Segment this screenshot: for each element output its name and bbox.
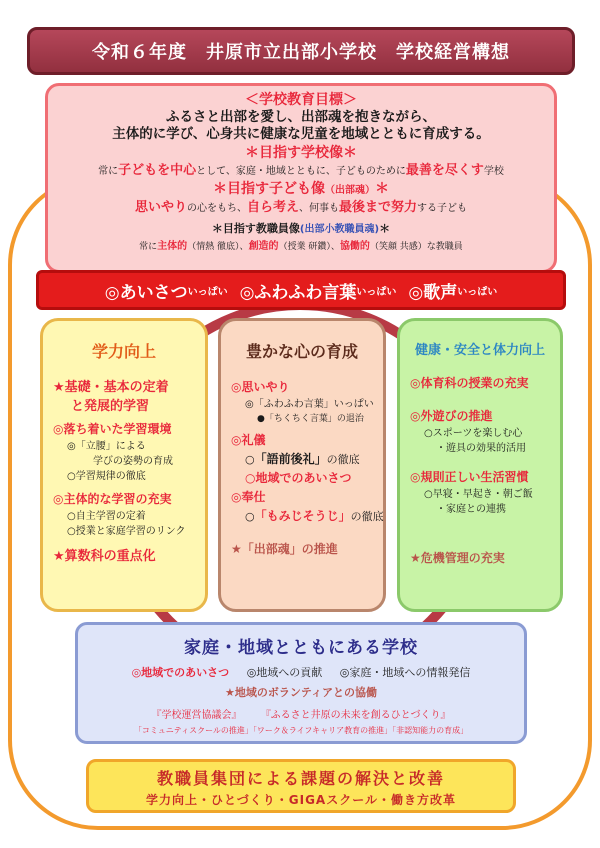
list-item: ○学習規律の徹底 bbox=[67, 471, 146, 482]
school-image-part: として、家庭・地域とともに、子どものために bbox=[196, 166, 406, 177]
community-items bbox=[78, 664, 524, 680]
list-item: ○授業と家庭学習のリンク bbox=[67, 526, 186, 537]
banner-item-suffix: いっぱい bbox=[457, 286, 498, 298]
school-image-part: 学校 bbox=[483, 166, 504, 177]
school-image-part: 常に bbox=[98, 166, 119, 177]
child-image-part: 、何事も bbox=[299, 203, 339, 214]
staff-image-heading bbox=[48, 218, 554, 238]
list-item: ◎「立腰」による bbox=[67, 441, 146, 452]
list-item: ★「出部魂」の推進 bbox=[231, 542, 338, 556]
staff-image-highlight: 創造的 bbox=[248, 241, 279, 252]
list-item: ○地域でのあいさつ bbox=[245, 471, 352, 485]
list-item-suffix: の徹底 bbox=[326, 453, 360, 466]
bullet: ○ bbox=[245, 453, 255, 466]
school-image-heading: ＊目指す学校像＊ bbox=[245, 145, 357, 161]
child-heading-sub: （出部魂） bbox=[325, 185, 375, 196]
staff-image-highlight: 主体的 bbox=[157, 241, 188, 252]
goals-line-1: ふるさと出部を愛し、出部魂を抱きながら、 bbox=[166, 109, 436, 125]
list-item: ★危機管理の充実 bbox=[410, 551, 505, 565]
community-box bbox=[75, 622, 527, 744]
academic-column bbox=[40, 318, 208, 612]
list-item: ◎奉仕 bbox=[231, 490, 266, 504]
goals-heading: ＜学校教育目標＞ bbox=[245, 92, 357, 108]
banner-item-suffix: いっぱい bbox=[187, 286, 228, 298]
health-column bbox=[397, 318, 563, 612]
school-goals-box bbox=[45, 83, 557, 273]
child-image-part: する子ども bbox=[417, 203, 468, 214]
child-image bbox=[48, 199, 554, 218]
heart-column bbox=[218, 318, 386, 612]
child-image-highlight: 自ら考え bbox=[246, 200, 299, 215]
academic-title: 学力向上 bbox=[91, 342, 156, 361]
list-item: ★基礎・基本の定着 bbox=[53, 380, 169, 395]
community-item: ◎地域でのあいさつ bbox=[131, 666, 230, 679]
community-quote: 『学校運営協議会』 bbox=[151, 710, 242, 721]
page-title: 令和６年度 井原市立出部小学校 学校経営構想 bbox=[27, 27, 575, 75]
community-quotes bbox=[78, 706, 524, 721]
child-image-part: の心をもち、 bbox=[186, 203, 247, 214]
list-item: ・家庭との連携 bbox=[436, 504, 506, 515]
staff-box-line-2: 学力向上・ひとづくり・GIGAスクール・働き方改革 bbox=[146, 793, 456, 807]
list-item: ◎礼儀 bbox=[231, 433, 266, 447]
staff-image-part: （授業 研鑽）、 bbox=[278, 242, 340, 252]
child-heading-text: ＊目指す子ども像 bbox=[213, 181, 325, 197]
goals-line-2: 主体的に学び、心身共に健康な児童を地域とともに育成する。 bbox=[112, 126, 490, 142]
list-item: ◎主体的な学習の充実 bbox=[53, 492, 172, 506]
staff-heading-text: ＊目指す教職員像 bbox=[211, 222, 300, 235]
list-item: ○早寝・早起き・朝ご飯 bbox=[424, 489, 533, 500]
community-item: ◎地域への貢献 bbox=[246, 666, 323, 679]
list-item: ★算数科の重点化 bbox=[53, 549, 156, 564]
community-star-item: ★地域のボランティアとの協働 bbox=[225, 686, 377, 699]
staff-image-part: （情熱 徹底）、 bbox=[187, 242, 249, 252]
bullet: ○ bbox=[245, 510, 255, 523]
staff-image bbox=[48, 238, 554, 256]
list-item: ◎思いやり bbox=[231, 380, 290, 394]
banner-item: ◎ふわふわ言葉 bbox=[239, 282, 357, 303]
child-image-heading bbox=[48, 181, 554, 199]
school-image-highlight: 子どもを中心 bbox=[118, 163, 197, 178]
staff-box-line-1: 教職員集団による課題の解決と改善 bbox=[156, 769, 445, 788]
list-item-suffix: の徹底 bbox=[350, 510, 384, 523]
slogan-banner bbox=[36, 270, 566, 310]
staff-image-part: 常に bbox=[139, 242, 158, 252]
child-heading-end: ＊ bbox=[375, 181, 389, 197]
staff-image-highlight: 協働的 bbox=[339, 241, 370, 252]
school-image bbox=[48, 162, 554, 181]
community-item: ◎家庭・地域への情報発信 bbox=[339, 666, 471, 679]
staff-box bbox=[86, 759, 516, 813]
community-title: 家庭・地域とともにある学校 bbox=[184, 638, 418, 658]
staff-image-part: （笑顔 共感）な教職員 bbox=[369, 242, 463, 252]
staff-heading-end: ＊ bbox=[379, 222, 391, 235]
list-item: と発展的学習 bbox=[71, 399, 150, 414]
keyword: 「もみじそうじ」 bbox=[254, 509, 351, 523]
health-title: 健康・安全と体力向上 bbox=[414, 343, 545, 358]
school-image-highlight: 最善を尽くす bbox=[405, 163, 484, 178]
list-item bbox=[231, 450, 383, 469]
list-item: ◎「ふわふわ言葉」いっぱい bbox=[245, 399, 374, 410]
list-item: ◎落ち着いた学習環境 bbox=[53, 422, 172, 436]
list-item: ○自主学習の定着 bbox=[67, 511, 146, 522]
banner-item: ◎あいさつ bbox=[104, 282, 188, 303]
list-item: ○スポーツを楽しむ心 bbox=[424, 428, 523, 439]
child-image-highlight: 最後まで努力 bbox=[339, 200, 418, 215]
banner-item-suffix: いっぱい bbox=[356, 286, 397, 298]
community-quote: 『ふるさと井原の未来を創るひとづくり』 bbox=[260, 710, 451, 721]
list-item: ・遊具の効果的活用 bbox=[436, 443, 526, 454]
list-item: ◎体育科の授業の充実 bbox=[410, 376, 529, 390]
banner-item: ◎歌声 bbox=[408, 282, 458, 303]
list-item bbox=[231, 507, 383, 526]
keyword: 「語前後礼」 bbox=[254, 452, 327, 466]
heart-title: 豊かな心の育成 bbox=[245, 342, 358, 361]
list-item: ◎外遊びの推進 bbox=[410, 409, 493, 423]
list-item: ◎規則正しい生活習慣 bbox=[410, 470, 529, 484]
staff-heading-sub: (出部小教職員魂) bbox=[299, 224, 380, 235]
community-sub: 「コミュニティスクールの推進」「ワーク＆ライフキャリア教育の推進」「非認知能力の育成」 bbox=[133, 726, 469, 735]
child-image-highlight: 思いやり bbox=[134, 200, 187, 215]
list-item: 学びの姿勢の育成 bbox=[93, 456, 173, 467]
list-item: ●「ちくちく言葉」の退治 bbox=[257, 414, 364, 424]
